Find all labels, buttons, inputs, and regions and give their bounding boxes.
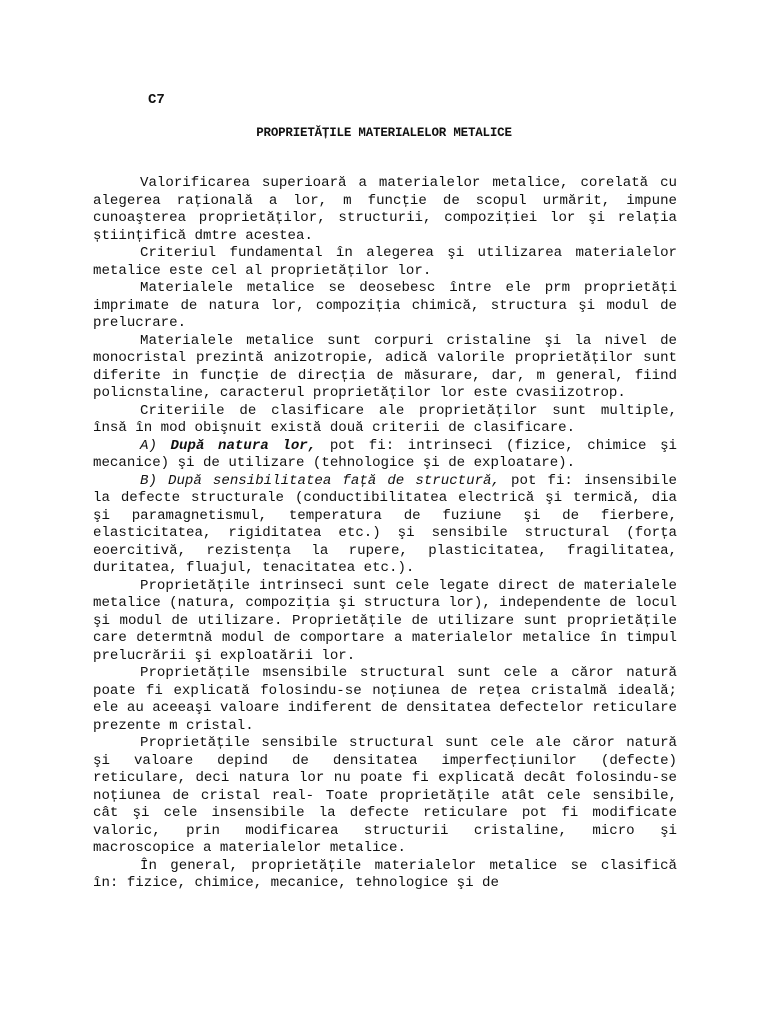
paragraph: Materialele metalice sunt corpuri cristaline şi la nivel de monocristal prezintă anizotropie, adică valorile proprietăților sunt diferite in funcție de direcția de măsurare, dar, m general, fiind policnstaline, caracterul proprietăților lor este cvasiizotrop.	[93, 332, 677, 401]
chapter-code: C7	[148, 92, 165, 108]
paragraph: Proprietățile msensibile structural sunt cele a căror natură poate fi explicată folosindu-se noțiunea de rețea cristalmă ideală; ele au aceeaşi valoare indiferent de densitatea defectelor reticulare prezente m cristal.	[93, 665, 677, 734]
paragraph: În general, proprietățile materialelor metalice se clasifică în: fizice, chimice, mecanice, tehnologice şi de	[93, 857, 677, 891]
paragraph-text: pot fi: insensibile la defecte structurale (conductibilitatea electrică şi termică, dia şi paramagnetismul, temperatura de fuziune şi de fierbere, elasticitatea, rigiditatea etc.) şi sensibile structural (forța eoercitivă, rezistența la rupere, plasticitatea, fragilitatea, duritatea, fluajul, tenacitatea etc.).	[93, 472, 677, 576]
paragraph: Proprietățile sensibile structural sunt cele ale căror natură şi valoare depind de densitatea imperfecțiunilor (defecte) reticulare, deci natura lor nu poate fi explicată decât folosindu-se noțiunea de cristal real- Toate proprietățile atât cele sensibile, cât şi cele insensibile la defecte reticulare pot fi modificate valoric, prin modificarea structurii cristaline, micro şi macroscopice a materialelor metalice.	[93, 735, 677, 856]
paragraph: Materialele metalice se deosebesc între ele prm proprietăți imprimate de natura lor, compoziția chimică, structura şi modul de prelucrare.	[93, 280, 677, 331]
paragraph: Valorificarea superioară a materialelor metalice, corelată cu alegerea rațională a lor, m funcție de scopul urmărit, impune cunoaşterea proprietăților, structurii, compoziției lor şi relația științifică dmtre acestea.	[93, 175, 677, 244]
paragraph: Criteriul fundamental în alegerea şi utilizarea materialelor metalice este cel al proprietăților lor.	[93, 245, 677, 279]
emphasis-text: B) După sensibilitatea față de structură,	[140, 472, 500, 489]
paragraph-classification-b	[93, 473, 677, 578]
paragraph-text: pot fi: intrinseci (fizice, chimice şi mecanice) şi de utilizare (tehnologice şi de exploatare).	[93, 437, 678, 471]
emphasis-text: După natura lor,	[170, 437, 317, 454]
paragraph: Proprietățile intrinseci sunt cele legate direct de materialele metalice (natura, compoziția şi structura lor), independente de locul şi modul de utilizare. Proprietățile de utilizare sunt proprietățile care determtnă modul de comportare a materialelor metalice în timpul prelucrării şi exploatării lor.	[93, 577, 677, 664]
page-title: PROPRIETĂȚILE MATERIALELOR METALICE	[256, 126, 512, 140]
paragraph-classification-a	[93, 438, 677, 473]
document-body	[93, 175, 677, 893]
paragraph: Criteriile de clasificare ale proprietăților sunt multiple, însă în mod obişnuit există două criterii de clasificare.	[93, 402, 677, 436]
item-letter: A)	[140, 437, 171, 454]
